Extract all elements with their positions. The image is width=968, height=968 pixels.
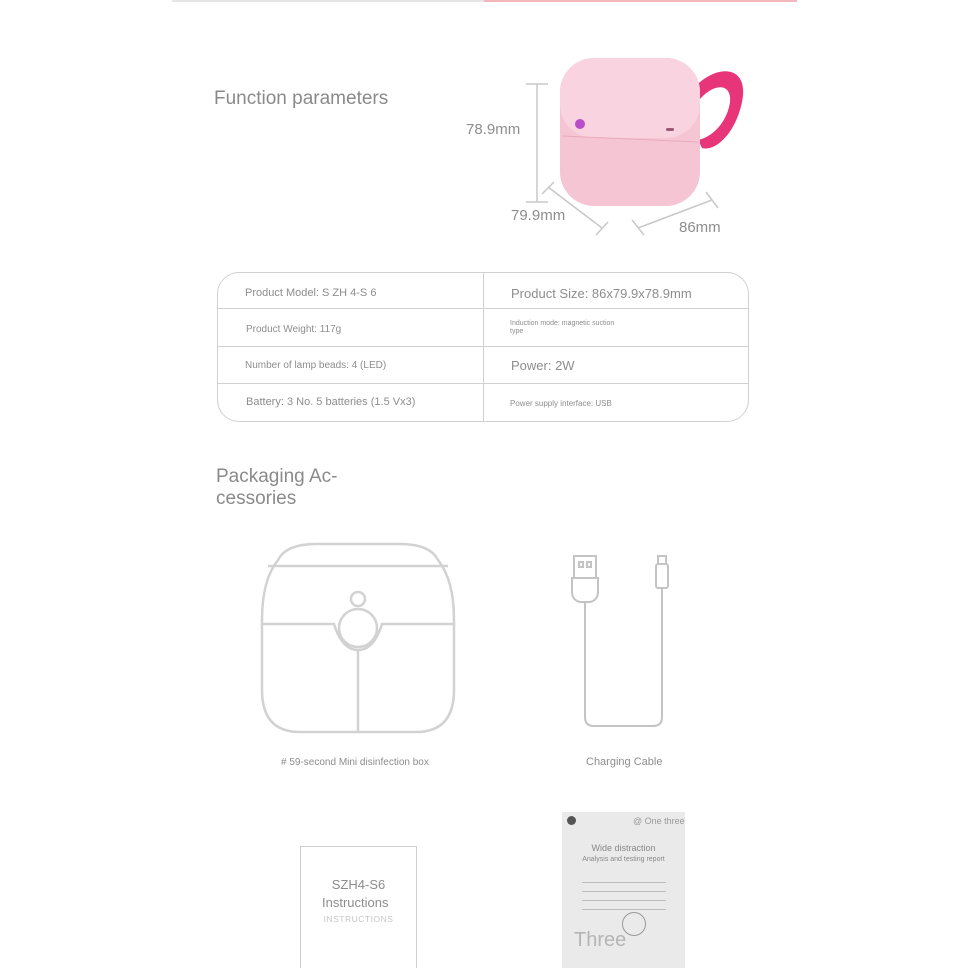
report-logo-icon [567,816,576,825]
top-divider-right [484,0,797,2]
top-divider-left [172,0,484,2]
power-cell: Power: 2W [511,358,575,373]
function-parameters-title: Function parameters [214,88,389,109]
booklet-model: SZH4-S6 [331,877,386,892]
booklet-title: Instructions [322,895,389,910]
report-field-line [582,882,666,883]
usb-port-icon [666,128,674,131]
product-weight-cell: Product Weight: 117g [246,324,342,335]
report-heading: Wide distraction [591,843,656,853]
instruction-booklet [300,846,417,968]
indicator-light-icon [575,119,585,129]
report-field-line [582,891,666,892]
power-interface-cell: Power supply interface: USB [510,399,612,408]
product-photo [520,52,770,242]
column-divider [483,273,484,421]
test-report [562,812,685,968]
disinfection-box-icon [256,540,460,736]
depth-dimension-label: 79.9mm [511,207,566,224]
lamp-beads-cell: Number of lamp beads: 4 (LED) [245,360,387,371]
disinfection-box-caption: # 59-second Mini disinfection box [281,757,429,768]
product-size-cell: Product Size: 86x79.9x78.9mm [511,286,692,301]
product-model-cell: Product Model: S ZH 4-S 6 [245,287,377,299]
report-one-three: @ One three [633,816,685,826]
parameters-table [217,272,749,422]
usb-cable-icon [568,552,678,732]
report-watermark: Three [574,929,627,951]
height-dimension-label: 78.9mm [466,121,521,138]
induction-mode-cell: Induction mode: magnetic suction type [510,320,615,335]
charging-cable-caption: Charging Cable [586,756,663,768]
report-field-line [582,900,666,901]
packaging-accessories-title: Packaging Ac- cessories [216,466,338,509]
height-dimension-line [526,84,548,202]
battery-cell: Battery: 3 No. 5 batteries (1.5 Vx3) [246,396,416,408]
report-subheading: Analysis and testing report [582,856,665,863]
width-dimension-label: 86mm [679,219,721,236]
report-field-line [582,909,666,910]
booklet-subtitle: INSTRUCTIONS [323,914,394,924]
